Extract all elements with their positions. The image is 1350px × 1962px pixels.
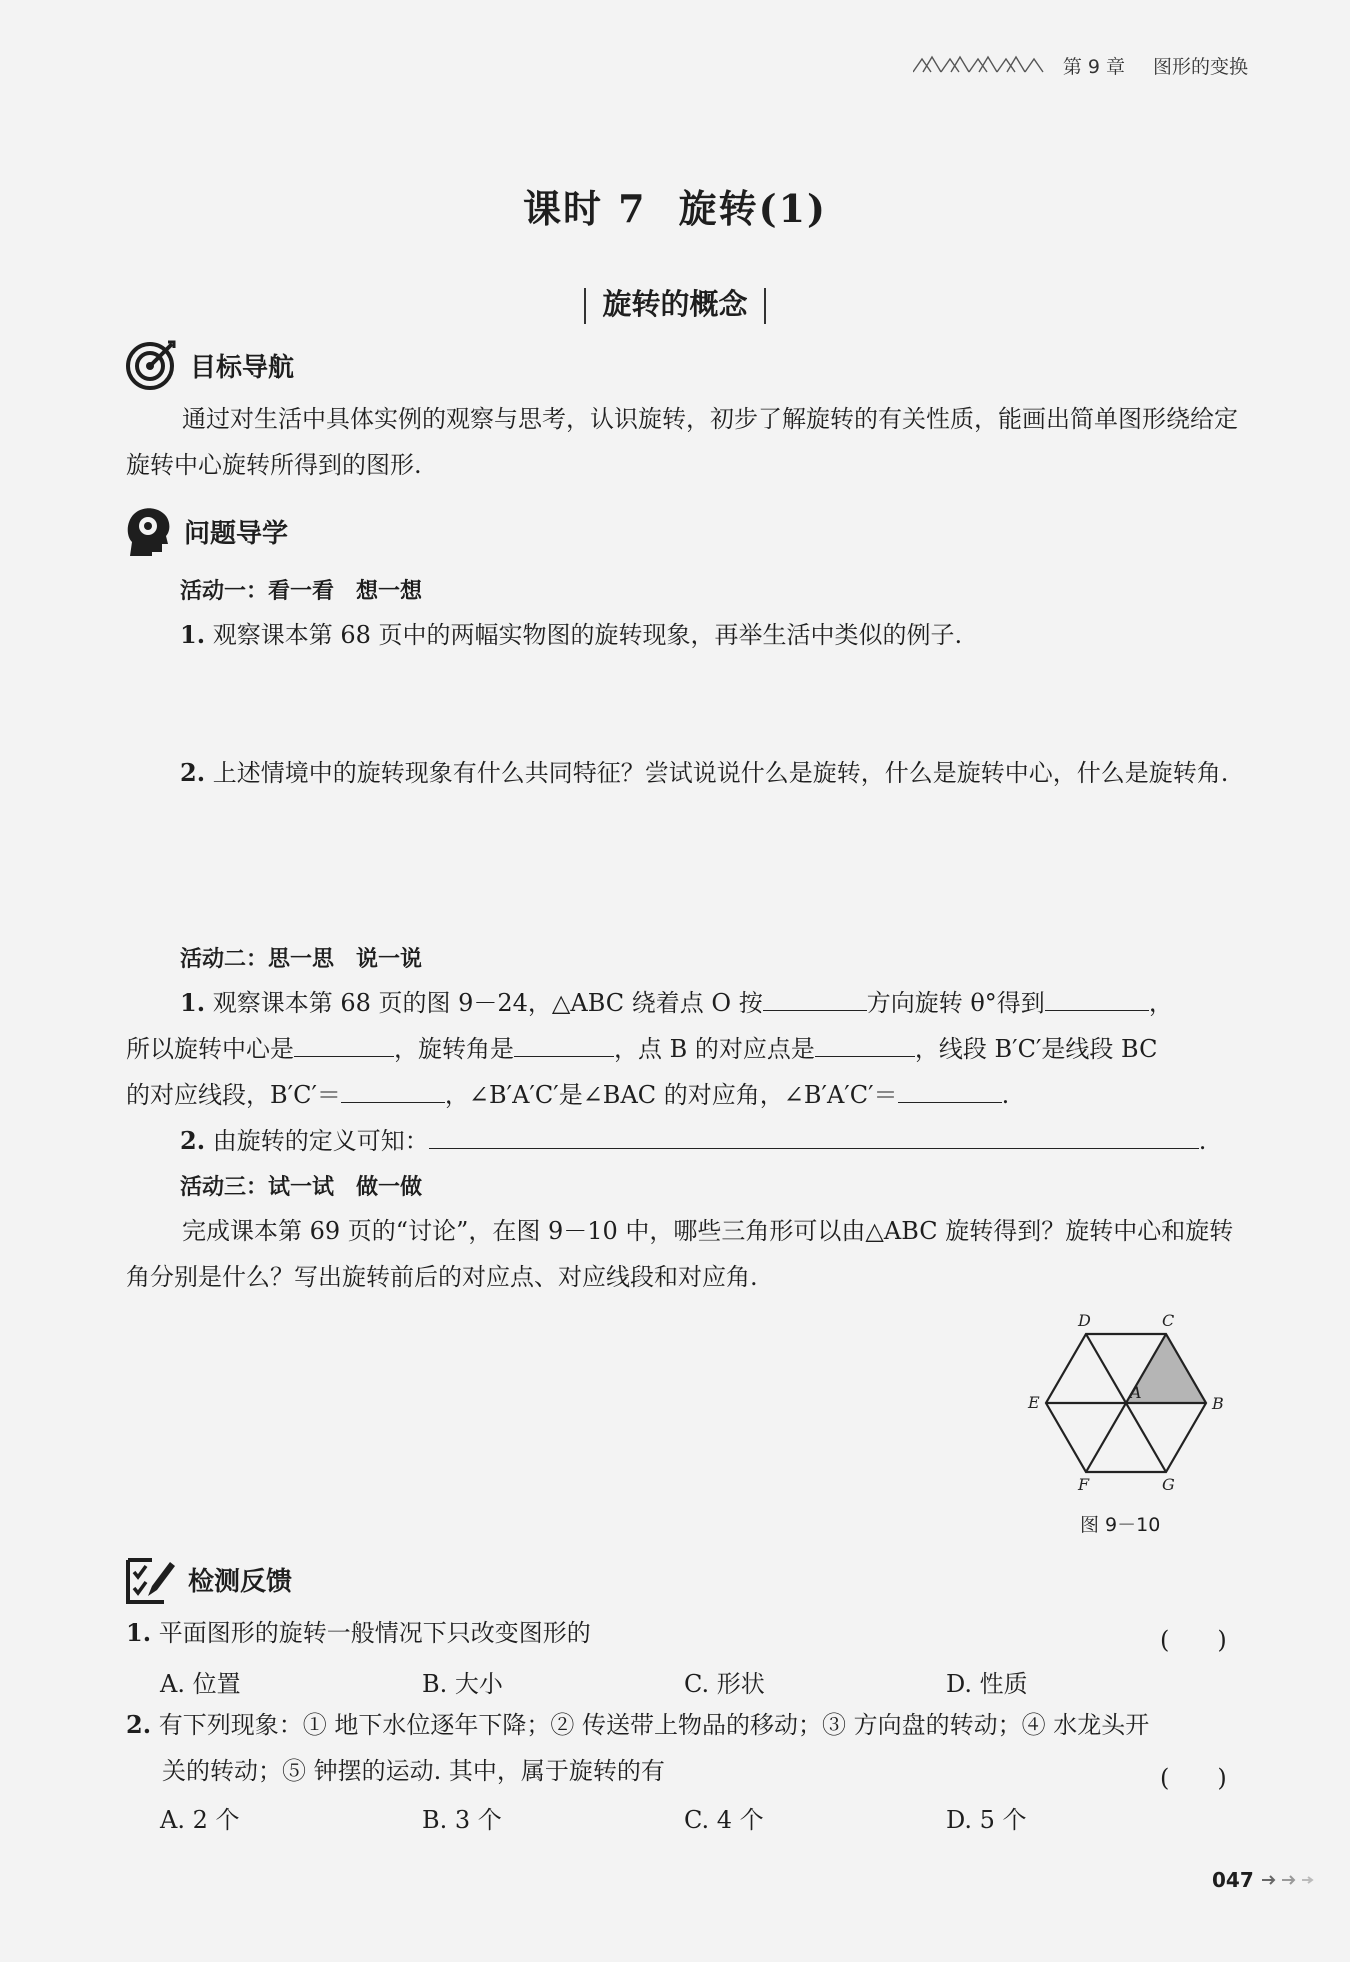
- question-text: 的对应线段，B′C′＝: [126, 1081, 341, 1109]
- target-icon: [124, 338, 178, 392]
- lesson-topic: 旋转(1): [678, 186, 828, 231]
- question-text: .: [1001, 1081, 1010, 1109]
- fill-blank[interactable]: [514, 1030, 614, 1057]
- chapter-number: 第 9 章: [1062, 56, 1125, 78]
- q1-options: [160, 1664, 1208, 1699]
- activity2-title: 活动二：思一思 说一说: [180, 947, 423, 972]
- fill-blank[interactable]: [763, 984, 867, 1011]
- label-a: A: [1130, 1383, 1142, 1402]
- question-text: ，点 B 的对应点是: [614, 1035, 815, 1063]
- fill-blank[interactable]: [815, 1030, 915, 1057]
- answer-bracket[interactable]: ( ): [1160, 1626, 1227, 1654]
- activity2-question1: [126, 980, 1250, 1118]
- divider: [584, 288, 586, 324]
- divider: [764, 288, 766, 324]
- arrow-right-icon: [1260, 1874, 1316, 1886]
- q2-options: [160, 1800, 1208, 1835]
- option-c[interactable]: C. 形状: [684, 1670, 765, 1698]
- question-text: ，∠B′A′C′是∠BAC 的对应角，∠B′A′C′＝: [444, 1081, 898, 1109]
- question-number: 1.: [126, 1618, 152, 1647]
- question-text: 方向旋转 θ°得到: [866, 989, 1045, 1017]
- question-text: 有下列现象：① 地下水位逐年下降；② 传送带上物品的移动；③ 方向盘的转动；④ 水龙头开: [158, 1711, 1150, 1739]
- mountain-icon: [913, 55, 1053, 77]
- chapter-title: 图形的变换: [1152, 56, 1248, 78]
- question-text: 观察课本第 68 页的图 9－24，△ABC 绕着点 O 按: [212, 989, 763, 1017]
- goal-heading-text: 目标导航: [190, 352, 295, 383]
- feedback-heading: [124, 1552, 292, 1606]
- question-number: 2.: [180, 758, 206, 787]
- activity3-text: 完成课本第 69 页的“讨论”，在图 9－10 中，哪些三角形可以由△ABC 旋转得到？旋转中心和旋转角分别是什么？写出旋转前后的对应点、对应线段和对应角.: [126, 1217, 1234, 1291]
- goal-heading: [124, 338, 294, 392]
- question-text: 所以旋转中心是: [126, 1035, 294, 1063]
- option-a[interactable]: A. 位置: [160, 1670, 241, 1698]
- hexagon-figure: [1022, 1306, 1232, 1546]
- option-c[interactable]: C. 4 个: [684, 1806, 764, 1834]
- page-footer: [1212, 1868, 1316, 1892]
- label-g: G: [1162, 1475, 1175, 1494]
- option-b[interactable]: B. 大小: [422, 1670, 503, 1698]
- question-text: ，线段 B′C′是线段 BC: [914, 1035, 1158, 1063]
- fill-blank[interactable]: [1045, 984, 1149, 1011]
- activity1-question1: [180, 612, 1250, 658]
- question-text: ，: [1148, 989, 1173, 1017]
- subtitle-text: 旋转的概念: [602, 287, 748, 321]
- fill-blank[interactable]: [429, 1122, 1199, 1149]
- option-a[interactable]: A. 2 个: [160, 1806, 240, 1834]
- goal-text: 通过对生活中具体实例的观察与思考，认识旋转，初步了解旋转的有关性质，能画出简单图形绕给定旋转中心旋转所得到的图形.: [126, 405, 1238, 479]
- label-c: C: [1162, 1311, 1175, 1330]
- option-d[interactable]: D. 5 个: [946, 1806, 1027, 1834]
- fill-blank[interactable]: [294, 1030, 394, 1057]
- question-text: 观察课本第 68 页中的两幅实物图的旋转现象，再举生活中类似的例子.: [212, 621, 963, 649]
- figure-caption: 图 9－10: [1080, 1514, 1161, 1536]
- label-b: B: [1212, 1394, 1224, 1413]
- question-number: 1.: [180, 988, 206, 1017]
- option-b[interactable]: B. 3 个: [422, 1806, 502, 1834]
- activity1-question2: [126, 750, 1250, 796]
- feedback-question2: [126, 1702, 1250, 1794]
- page-title: [0, 178, 1350, 233]
- guide-heading: [124, 504, 288, 558]
- feedback-heading-text: 检测反馈: [188, 1566, 293, 1597]
- head-gear-icon: [124, 504, 172, 558]
- question-text: 上述情境中的旋转现象有什么共同特征？尝试说说什么是旋转，什么是旋转中心，什么是旋转角.: [212, 759, 1229, 787]
- question-text: ，旋转角是: [394, 1035, 514, 1063]
- question-number: 2.: [126, 1710, 152, 1739]
- question-text: 关的转动；⑤ 钟摆的运动. 其中，属于旋转的有: [162, 1757, 665, 1785]
- activity1-title: 活动一：看一看 想一想: [180, 579, 423, 604]
- question-text: 由旋转的定义可知：: [212, 1127, 429, 1155]
- fill-blank[interactable]: [898, 1076, 1002, 1103]
- label-d: D: [1078, 1311, 1091, 1330]
- question-number: 1.: [180, 620, 206, 649]
- lesson-number: 课时 7: [522, 186, 647, 231]
- section-subtitle: [0, 282, 1350, 324]
- option-d[interactable]: D. 性质: [946, 1670, 1028, 1698]
- label-e: E: [1028, 1393, 1040, 1412]
- running-header: [913, 52, 1248, 79]
- question-number: 2.: [180, 1126, 206, 1155]
- guide-heading-text: 问题导学: [184, 518, 289, 549]
- activity3-title: 活动三：试一试 做一做: [180, 1175, 423, 1200]
- page-number: 047: [1212, 1868, 1254, 1892]
- question-text: 平面图形的旋转一般情况下只改变图形的: [158, 1619, 591, 1647]
- answer-bracket[interactable]: ( ): [1160, 1764, 1227, 1792]
- label-f: F: [1078, 1475, 1090, 1494]
- activity2-question2: [180, 1118, 1250, 1164]
- fill-blank[interactable]: [341, 1076, 445, 1103]
- checklist-pen-icon: [124, 1552, 176, 1606]
- feedback-question1: [126, 1610, 1250, 1656]
- question-text: .: [1198, 1127, 1207, 1155]
